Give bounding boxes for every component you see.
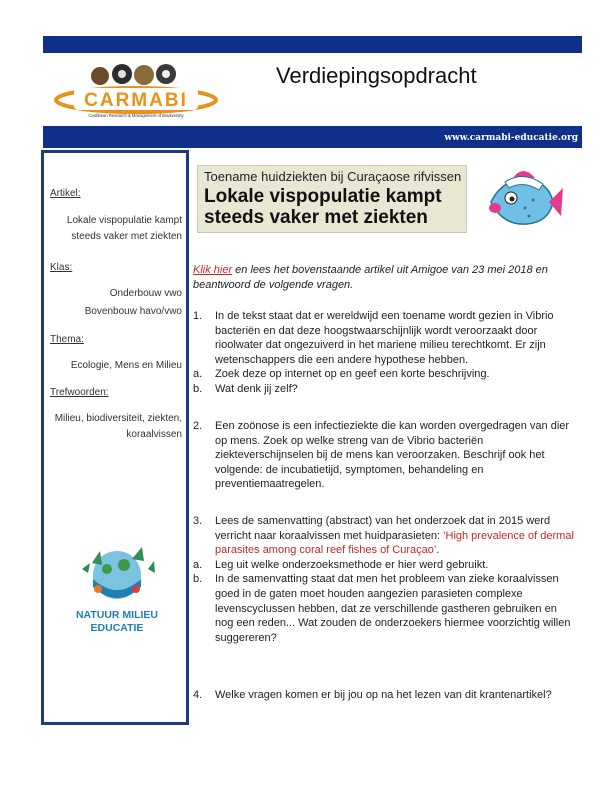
carmabi-logo bbox=[52, 62, 220, 120]
thema-value: Ecologie, Mens en Milieu bbox=[70, 360, 182, 371]
klas-value-1: Onderbouw vwo bbox=[109, 288, 182, 299]
clipping-headline-line-2: steeds vaker met ziekten bbox=[204, 207, 428, 228]
thema-label: Thema: bbox=[50, 334, 84, 345]
artikel-label: Artikel: bbox=[50, 188, 81, 199]
subquestion-text: Zoek deze op internet op en geef een korte beschrijving. bbox=[215, 368, 490, 381]
svg-text:CARMABI: CARMABI bbox=[84, 90, 188, 111]
clipping-subtitle: Toename huidziekten bij Curaçaose rifvissen bbox=[204, 169, 462, 184]
research-link[interactable]: ‘High prevalence of dermal parasites among coral reef fishes of Curaçao’ bbox=[215, 529, 574, 557]
website-link[interactable]: www.carmabi-educatie.org bbox=[444, 133, 578, 143]
clipping-headline bbox=[204, 186, 442, 228]
intro-text: en lees het bovenstaande artikel uit Amigoe van 23 mei 2018 en beantwoord de volgende vragen. bbox=[193, 264, 548, 291]
question-number: 1. bbox=[193, 310, 203, 322]
question-text: Een zoönose is een infectieziekte die kan worden overgedragen van dier op mens. Zoek op welke streng van de Vibrio bacteriën ziekteverschijnselen bij de mens kan veroorzaken. Beschrijf ook het volgende: de incubatietijd, symptomen, behandeling en preventiemaatregelen. bbox=[215, 420, 570, 491]
subquestion-text: Wat denk jij zelf? bbox=[215, 382, 298, 395]
top-banner bbox=[43, 36, 582, 53]
question-number: 2. bbox=[193, 420, 203, 432]
subquestion-text: Leg uit welke onderzoeksmethode er hier werd gebruikt. bbox=[215, 558, 489, 571]
question-text: In de tekst staat dat er wereldwijd een toename wordt gezien in Vibrio bacteriën en dat deze hoogstwaarschijnlijk wordt veroorzaakt door rioolwater dat ongezuiverd in het mariene milieu terechtkomt. Er zijn wetenschappers die een andere hypothese hebben. bbox=[215, 310, 554, 366]
question-3 bbox=[193, 514, 578, 645]
svg-text:NATUUR MILIEU: NATUUR MILIEU bbox=[75, 609, 159, 621]
question-number: 3. bbox=[193, 515, 203, 527]
info-sidebar bbox=[41, 150, 189, 725]
question-text: Welke vragen komen er bij jou op na het lezen van dit krantenartikel? bbox=[215, 689, 552, 701]
question-2 bbox=[193, 419, 578, 492]
article-link[interactable]: Klik hier bbox=[193, 264, 233, 276]
question-4 bbox=[193, 688, 578, 703]
svg-text:Caribbean Research & Managemen: Caribbean Research & Management of Biodiversity bbox=[88, 113, 184, 118]
subquestion-letter: a. bbox=[193, 368, 203, 381]
question-number: 4. bbox=[193, 689, 203, 701]
question-text: Lees de samenvatting (abstract) van het onderzoek dat in 2015 werd verricht naar koraalvissen met huidparasieten: bbox=[215, 515, 551, 542]
newspaper-clipping bbox=[197, 165, 467, 233]
question-end: . bbox=[436, 544, 440, 557]
subquestion-text: In de samenvatting staat dat men het probleem van zieke koraalvissen goed in de gaten moet houden aangezien parasieten complexe levenscyclussen hebben, dat ze verschillende gastheren gebruiken en nog een reden... Wat zouden de onderzoekers hiermee voorzichtig willen suggereren? bbox=[215, 573, 571, 644]
trefwoorden-label: Trefwoorden: bbox=[50, 387, 109, 398]
question-1 bbox=[193, 309, 578, 397]
sick-fish-illustration bbox=[483, 160, 563, 240]
natuur-milieu-educatie-logo bbox=[62, 539, 172, 649]
clipping-headline-line-1: Lokale vispopulatie kampt bbox=[204, 186, 442, 207]
subquestion-letter: a. bbox=[193, 558, 203, 571]
artikel-value: Lokale vispopulatie kampt steeds vaker met ziekten bbox=[66, 215, 182, 242]
subquestion-letter: b. bbox=[193, 382, 203, 395]
subquestion-letter: b. bbox=[193, 573, 203, 586]
klas-label: Klas: bbox=[50, 262, 73, 273]
intro-paragraph bbox=[193, 263, 573, 293]
page-title: Verdiepingsopdracht bbox=[276, 63, 477, 88]
trefwoorden-value: Milieu, biodiversiteit, ziekten, koraalvissen bbox=[54, 413, 182, 440]
svg-text:EDUCATIE: EDUCATIE bbox=[90, 622, 144, 634]
klas-value-2: Bovenbouw havo/vwo bbox=[84, 306, 182, 317]
